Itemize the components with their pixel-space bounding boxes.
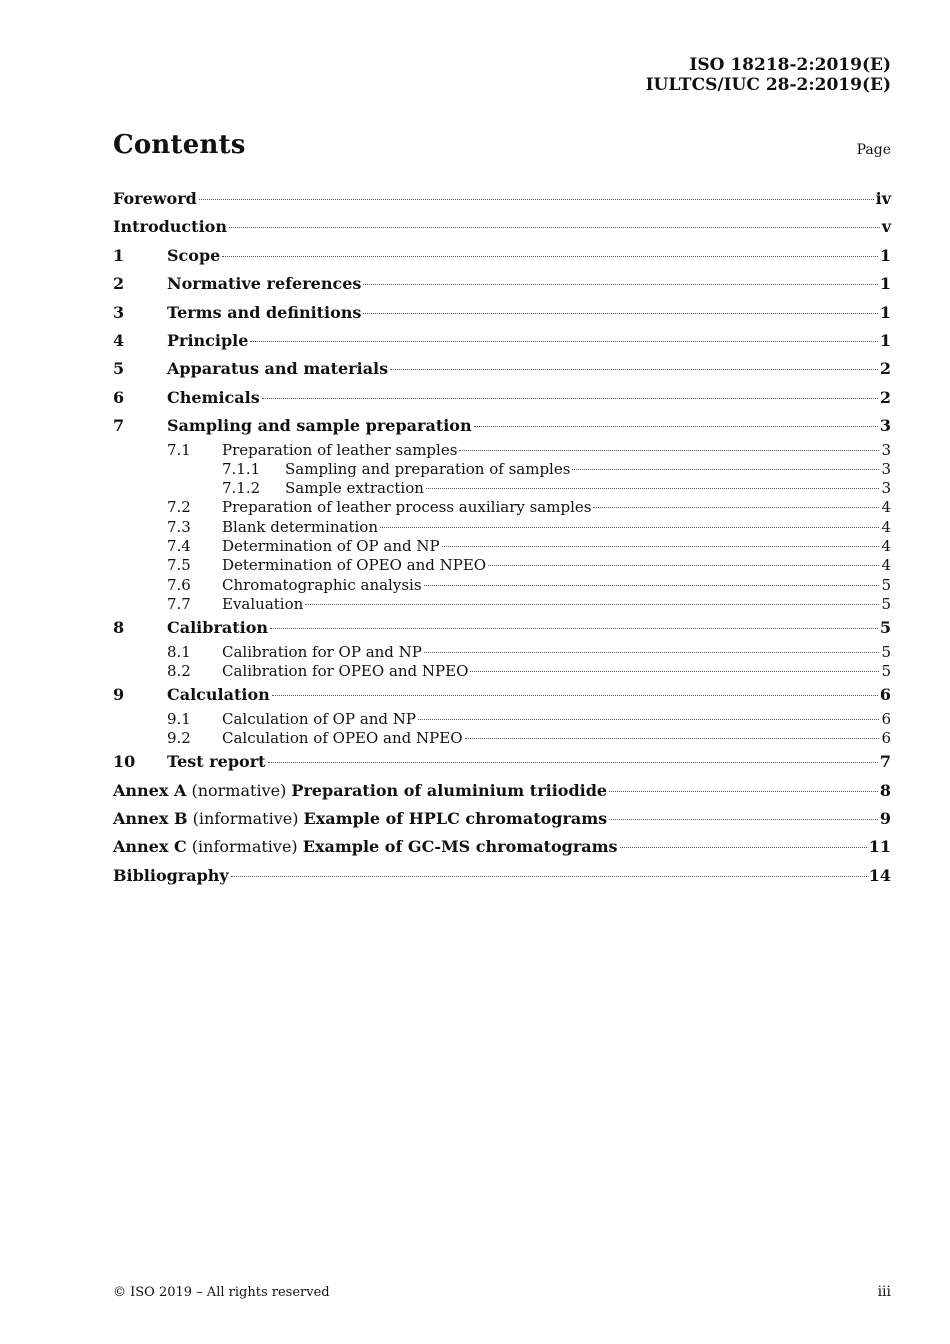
toc-entry-title: Bibliography (113, 865, 229, 885)
dot-leader (474, 425, 878, 427)
dot-leader (250, 340, 877, 342)
toc-entry-page: 1 (879, 302, 891, 322)
dot-leader (231, 875, 867, 877)
toc-entry-number: 9 (113, 685, 125, 705)
toc-entry[interactable] (113, 412, 891, 440)
dot-leader (470, 670, 879, 672)
toc-entry-page: 4 (881, 537, 891, 555)
annex-label: Annex C (113, 837, 187, 857)
toc-entry-title: Chromatographic analysis (222, 575, 422, 594)
toc-entry-title: Normative references (167, 274, 362, 294)
toc-entry[interactable] (113, 862, 891, 890)
toc-entry-title: Sample extraction (285, 479, 424, 498)
dot-leader (390, 368, 878, 370)
toc-entry-number: 5 (113, 359, 125, 379)
toc-entry-title: Determination of OPEO and NPEO (222, 556, 487, 575)
toc-entry-page: 4 (881, 498, 891, 517)
annex-type: (informative) (187, 808, 304, 828)
dot-leader (488, 564, 879, 566)
dot-leader (363, 312, 877, 314)
toc-entry[interactable] (113, 460, 891, 479)
toc-entry[interactable] (113, 576, 891, 595)
table-of-contents (113, 185, 891, 890)
toc-entry-title: Scope (167, 245, 221, 265)
dot-leader (363, 283, 877, 285)
toc-entry-number: 8.2 (167, 661, 191, 680)
toc-entry-number: 7.1.2 (222, 479, 261, 498)
toc-entry[interactable] (113, 662, 891, 681)
dot-leader (262, 397, 878, 399)
toc-entry[interactable] (113, 242, 891, 270)
toc-entry-title: Calibration (167, 618, 269, 638)
toc-entry-title: Test report (167, 752, 266, 772)
toc-entry-number: 7.6 (167, 575, 191, 594)
toc-entry[interactable] (113, 777, 891, 805)
toc-entry[interactable] (113, 270, 891, 298)
toc-entry-number: 7.7 (167, 594, 191, 613)
toc-entry-title: Apparatus and materials (167, 359, 389, 379)
annex-type: (normative) (186, 780, 292, 800)
toc-entry[interactable] (113, 643, 891, 662)
toc-entry[interactable] (113, 327, 891, 355)
toc-entry[interactable] (113, 681, 891, 709)
dot-leader (465, 737, 880, 739)
annex-title: Example of GC-MS chromatograms (302, 837, 618, 857)
dot-leader (620, 846, 867, 848)
toc-entry-title: Determination of OP and NP (222, 537, 440, 555)
copyright-notice: © ISO 2019 – All rights reserved (113, 1285, 330, 1300)
toc-entry-number: 7.2 (167, 498, 191, 517)
toc-entry-number: 6 (113, 387, 125, 407)
toc-entry-title: Preparation of leather process auxiliary samples (222, 498, 592, 517)
toc-entry-page: 3 (881, 479, 891, 498)
toc-entry-number: 7.3 (167, 517, 191, 536)
toc-entry-title: Terms and definitions (167, 302, 362, 322)
toc-entry-page: 6 (881, 709, 891, 728)
toc-entry-number: 7 (113, 416, 125, 436)
toc-entry-number: 7.4 (167, 537, 191, 555)
toc-entry[interactable] (113, 833, 891, 861)
toc-entry[interactable] (113, 498, 891, 517)
toc-entry[interactable] (113, 537, 891, 556)
toc-entry-title: Calculation (167, 685, 270, 705)
dot-leader (229, 226, 880, 228)
toc-entry[interactable] (113, 710, 891, 729)
toc-entry-title (113, 805, 607, 833)
dot-leader (199, 198, 874, 200)
toc-entry-number: 1 (113, 245, 125, 265)
toc-entry-number: 8.1 (167, 642, 191, 661)
toc-entry-number: 9.1 (167, 709, 191, 728)
toc-entry-title: Chemicals (167, 387, 260, 407)
toc-entry-title: Principle (167, 330, 249, 350)
toc-entry-page: 6 (881, 728, 891, 747)
toc-entry-page: 3 (881, 440, 891, 459)
toc-entry-title: Foreword (113, 189, 197, 208)
toc-entry-number: 4 (113, 330, 125, 350)
toc-entry-number: 2 (113, 274, 125, 294)
toc-entry[interactable] (113, 355, 891, 383)
annex-type: (informative) (186, 837, 303, 857)
toc-entry[interactable] (113, 213, 891, 241)
toc-entry-page: 7 (879, 752, 891, 772)
dot-leader (305, 603, 879, 605)
page-title: Contents (113, 130, 246, 160)
toc-entry-page: 14 (868, 865, 891, 885)
toc-entry[interactable] (113, 614, 891, 642)
toc-entry[interactable] (113, 748, 891, 776)
toc-entry[interactable] (113, 518, 891, 537)
dot-leader (609, 790, 878, 792)
toc-entry[interactable] (113, 729, 891, 748)
dot-leader (270, 627, 878, 629)
toc-entry-page: 3 (879, 416, 891, 436)
dot-leader (426, 487, 880, 489)
toc-entry[interactable] (113, 441, 891, 460)
toc-entry[interactable] (113, 805, 891, 833)
annex-title: Example of HPLC chromatograms (303, 808, 608, 828)
page-number: iii (877, 1284, 891, 1300)
dot-leader (272, 694, 878, 696)
toc-entry[interactable] (113, 556, 891, 575)
toc-entry-title: Calibration for OP and NP (222, 642, 422, 661)
toc-entry-title: Blank determination (222, 517, 378, 536)
dot-leader (418, 718, 879, 720)
dot-leader (459, 449, 879, 451)
toc-entry-title: Evaluation (222, 594, 304, 613)
toc-entry-number: 7.1.1 (222, 459, 261, 478)
toc-entry-number: 8 (113, 618, 125, 638)
toc-entry-page: 5 (879, 618, 891, 638)
iultcs-number: IULTCS/IUC 28-2:2019(E) (645, 75, 891, 95)
standard-number: ISO 18218-2:2019(E) (689, 55, 891, 75)
toc-entry-title: Sampling and preparation of samples (285, 459, 571, 478)
toc-entry-page: 1 (879, 330, 891, 350)
dot-leader (268, 761, 878, 763)
toc-entry-title (113, 833, 618, 861)
toc-entry-title: Calculation of OPEO and NPEO (222, 728, 463, 747)
toc-entry-page: 1 (879, 245, 891, 265)
toc-entry[interactable] (113, 185, 891, 213)
toc-entry-page: 5 (881, 642, 891, 661)
toc-entry-number: 9.2 (167, 728, 191, 747)
dot-leader (442, 545, 880, 547)
toc-entry-page: 8 (879, 780, 891, 800)
toc-entry-title: Sampling and sample preparation (167, 416, 472, 436)
page-column-label: Page (856, 142, 891, 158)
toc-entry-page: 5 (881, 661, 891, 680)
toc-entry-number: 7.5 (167, 556, 191, 575)
dot-leader (424, 651, 880, 653)
annex-label: Annex B (113, 808, 188, 828)
toc-entry-page: 5 (881, 575, 891, 594)
toc-entry-title: Calculation of OP and NP (222, 709, 417, 728)
dot-leader (380, 526, 879, 528)
toc-entry-page: 5 (881, 594, 891, 613)
toc-entry[interactable] (113, 479, 891, 498)
toc-entry-number: 7.1 (167, 440, 191, 459)
toc-entry-page: v (881, 217, 891, 237)
toc-entry-page: 3 (881, 459, 891, 478)
toc-entry-page: 4 (881, 517, 891, 536)
toc-entry-title (113, 777, 607, 805)
toc-entry[interactable] (113, 299, 891, 327)
annex-title: Preparation of aluminium triiodide (291, 780, 608, 800)
dot-leader (424, 584, 880, 586)
dot-leader (222, 255, 878, 257)
dot-leader (609, 818, 878, 820)
toc-entry[interactable] (113, 595, 891, 614)
toc-entry[interactable] (113, 384, 891, 412)
dot-leader (572, 468, 879, 470)
toc-entry-page: 1 (879, 274, 891, 294)
toc-entry-title: Calibration for OPEO and NPEO (222, 661, 469, 680)
toc-entry-page: 4 (881, 556, 891, 575)
toc-entry-title: Preparation of leather samples (222, 440, 458, 459)
toc-entry-number: 3 (113, 302, 125, 322)
document-header (646, 55, 891, 95)
annex-label: Annex A (113, 780, 187, 800)
toc-entry-page: iv (875, 189, 891, 208)
toc-entry-page: 2 (879, 387, 891, 407)
toc-entry-number: 10 (113, 752, 136, 772)
dot-leader (593, 506, 879, 508)
toc-entry-page: 9 (879, 808, 891, 828)
toc-entry-title: Introduction (113, 217, 227, 237)
toc-entry-page: 11 (868, 837, 891, 857)
toc-entry-page: 6 (879, 685, 891, 705)
toc-entry-page: 2 (879, 359, 891, 379)
